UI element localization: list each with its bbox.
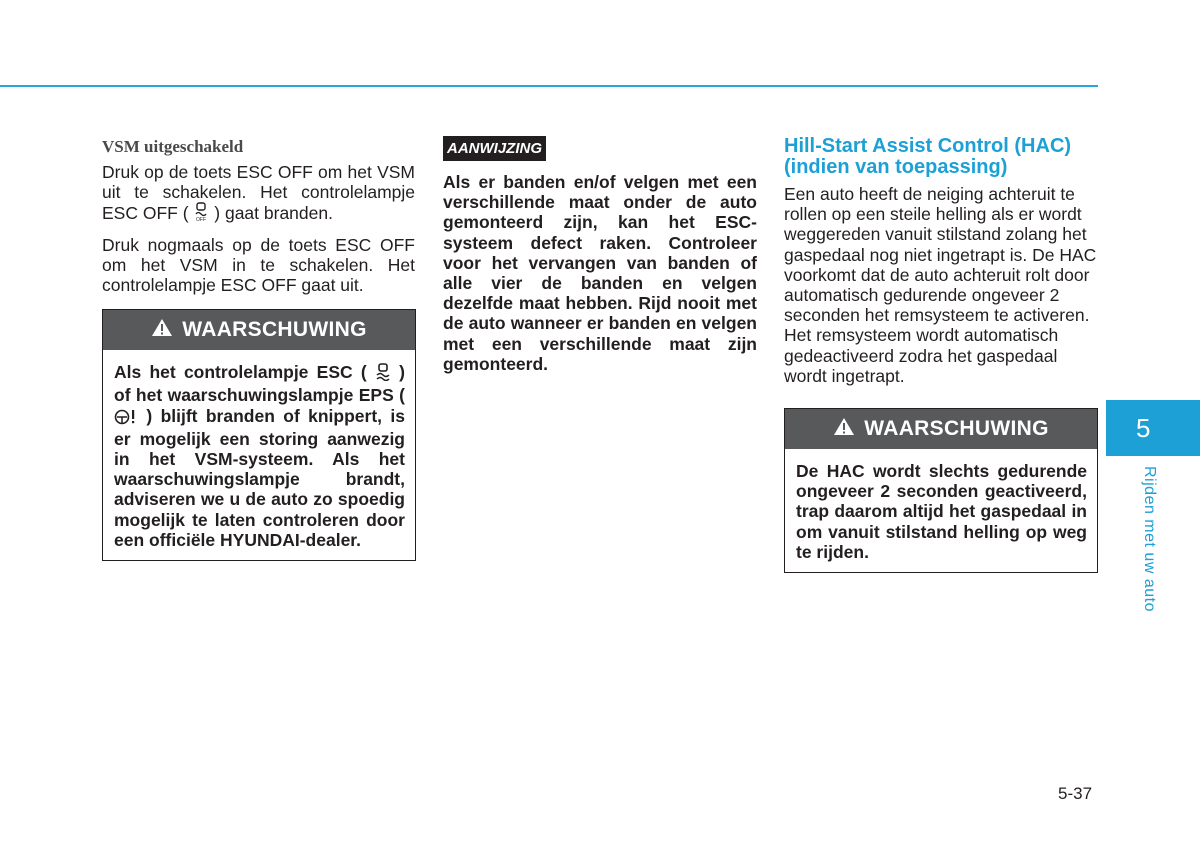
- subheading-vsm-off: VSM uitgeschakeld: [102, 137, 244, 156]
- eps-icon: [114, 407, 138, 429]
- svg-text:OFF: OFF: [196, 217, 207, 223]
- warning-triangle-icon: [151, 318, 173, 343]
- warning-header: [785, 409, 1097, 449]
- note-label: AANWIJZING: [443, 136, 546, 161]
- paragraph-vsm-on: Druk nogmaals op de toets ESC OFF om het VSM in te schakelen. Het controlelampje ESC OFF gaat uit.: [102, 234, 415, 296]
- column-hac: [784, 136, 1098, 573]
- esc-icon: [375, 363, 391, 385]
- column-note: [443, 136, 757, 374]
- paragraph-hac: Een auto heeft de neiging achteruit te rollen op een steile helling als er wordt weggereden vanuit stilstand zolang het gaspedaal nog niet ingetrapt is. De HAC voorkomt dat de auto achteruit rolt door automatisch gedurende ongeveer 2 seconden het remsysteem te activeren. Het remsysteem wordt automatisch gedeactiveerd zodra het gaspedaal wordt ingetrapt.: [784, 184, 1097, 386]
- warning-text: Als het controlelampje ESC ( ) of het waarschuwingslampje EPS ( ) blijft branden of knippert, is er mogelijk een storing aanwezig in het VSM-systeem. Als het waarschuwingslampje brandt, adviseren we u de auto zo spoedig mogelijk te laten controleren door een officiële HYUNDAI-dealer.: [114, 362, 405, 550]
- header-rule: [0, 85, 1098, 87]
- warning-text: De HAC wordt slechts gedurende ongeveer 2 seconden geactiveerd, trap daarom altijd het gaspedaal in om vanuit stilstand helling op weg te rijden.: [796, 461, 1087, 562]
- paragraph-vsm-off: Druk op de toets ESC OFF om het VSM uit te schakelen. Het controlelampje ESC OFF ( OFF ) gaat branden.: [102, 162, 415, 227]
- column-vsm: [102, 136, 415, 561]
- warning-title: WAARSCHUWING: [864, 417, 1049, 441]
- warning-title: WAARSCHUWING: [182, 318, 367, 342]
- page-number: 5-37: [1058, 784, 1093, 803]
- warning-header: [103, 310, 415, 350]
- warning-box-esc: [102, 309, 416, 561]
- warning-box-hac: [784, 408, 1098, 573]
- chapter-title: Rijden met uw auto: [1141, 466, 1158, 612]
- chapter-tab: 5: [1106, 400, 1200, 456]
- note-text: Als er banden en/of velgen met een verschillende maat onder de auto gemonteerd zijn, kan het ESC-systeem defect raken. Controleer voor het vervangen van banden of alle vier de banden en velgen dezelfde maat hebben. Rijd nooit met de auto wanneer er banden en velgen met een verschillende maat zijn gemonteerd.: [443, 172, 757, 374]
- warning-triangle-icon: [833, 417, 855, 442]
- section-heading-hac: Hill-Start Assist Control (HAC) (indien van toepassing): [784, 135, 1072, 178]
- esc-off-icon: [193, 202, 209, 226]
